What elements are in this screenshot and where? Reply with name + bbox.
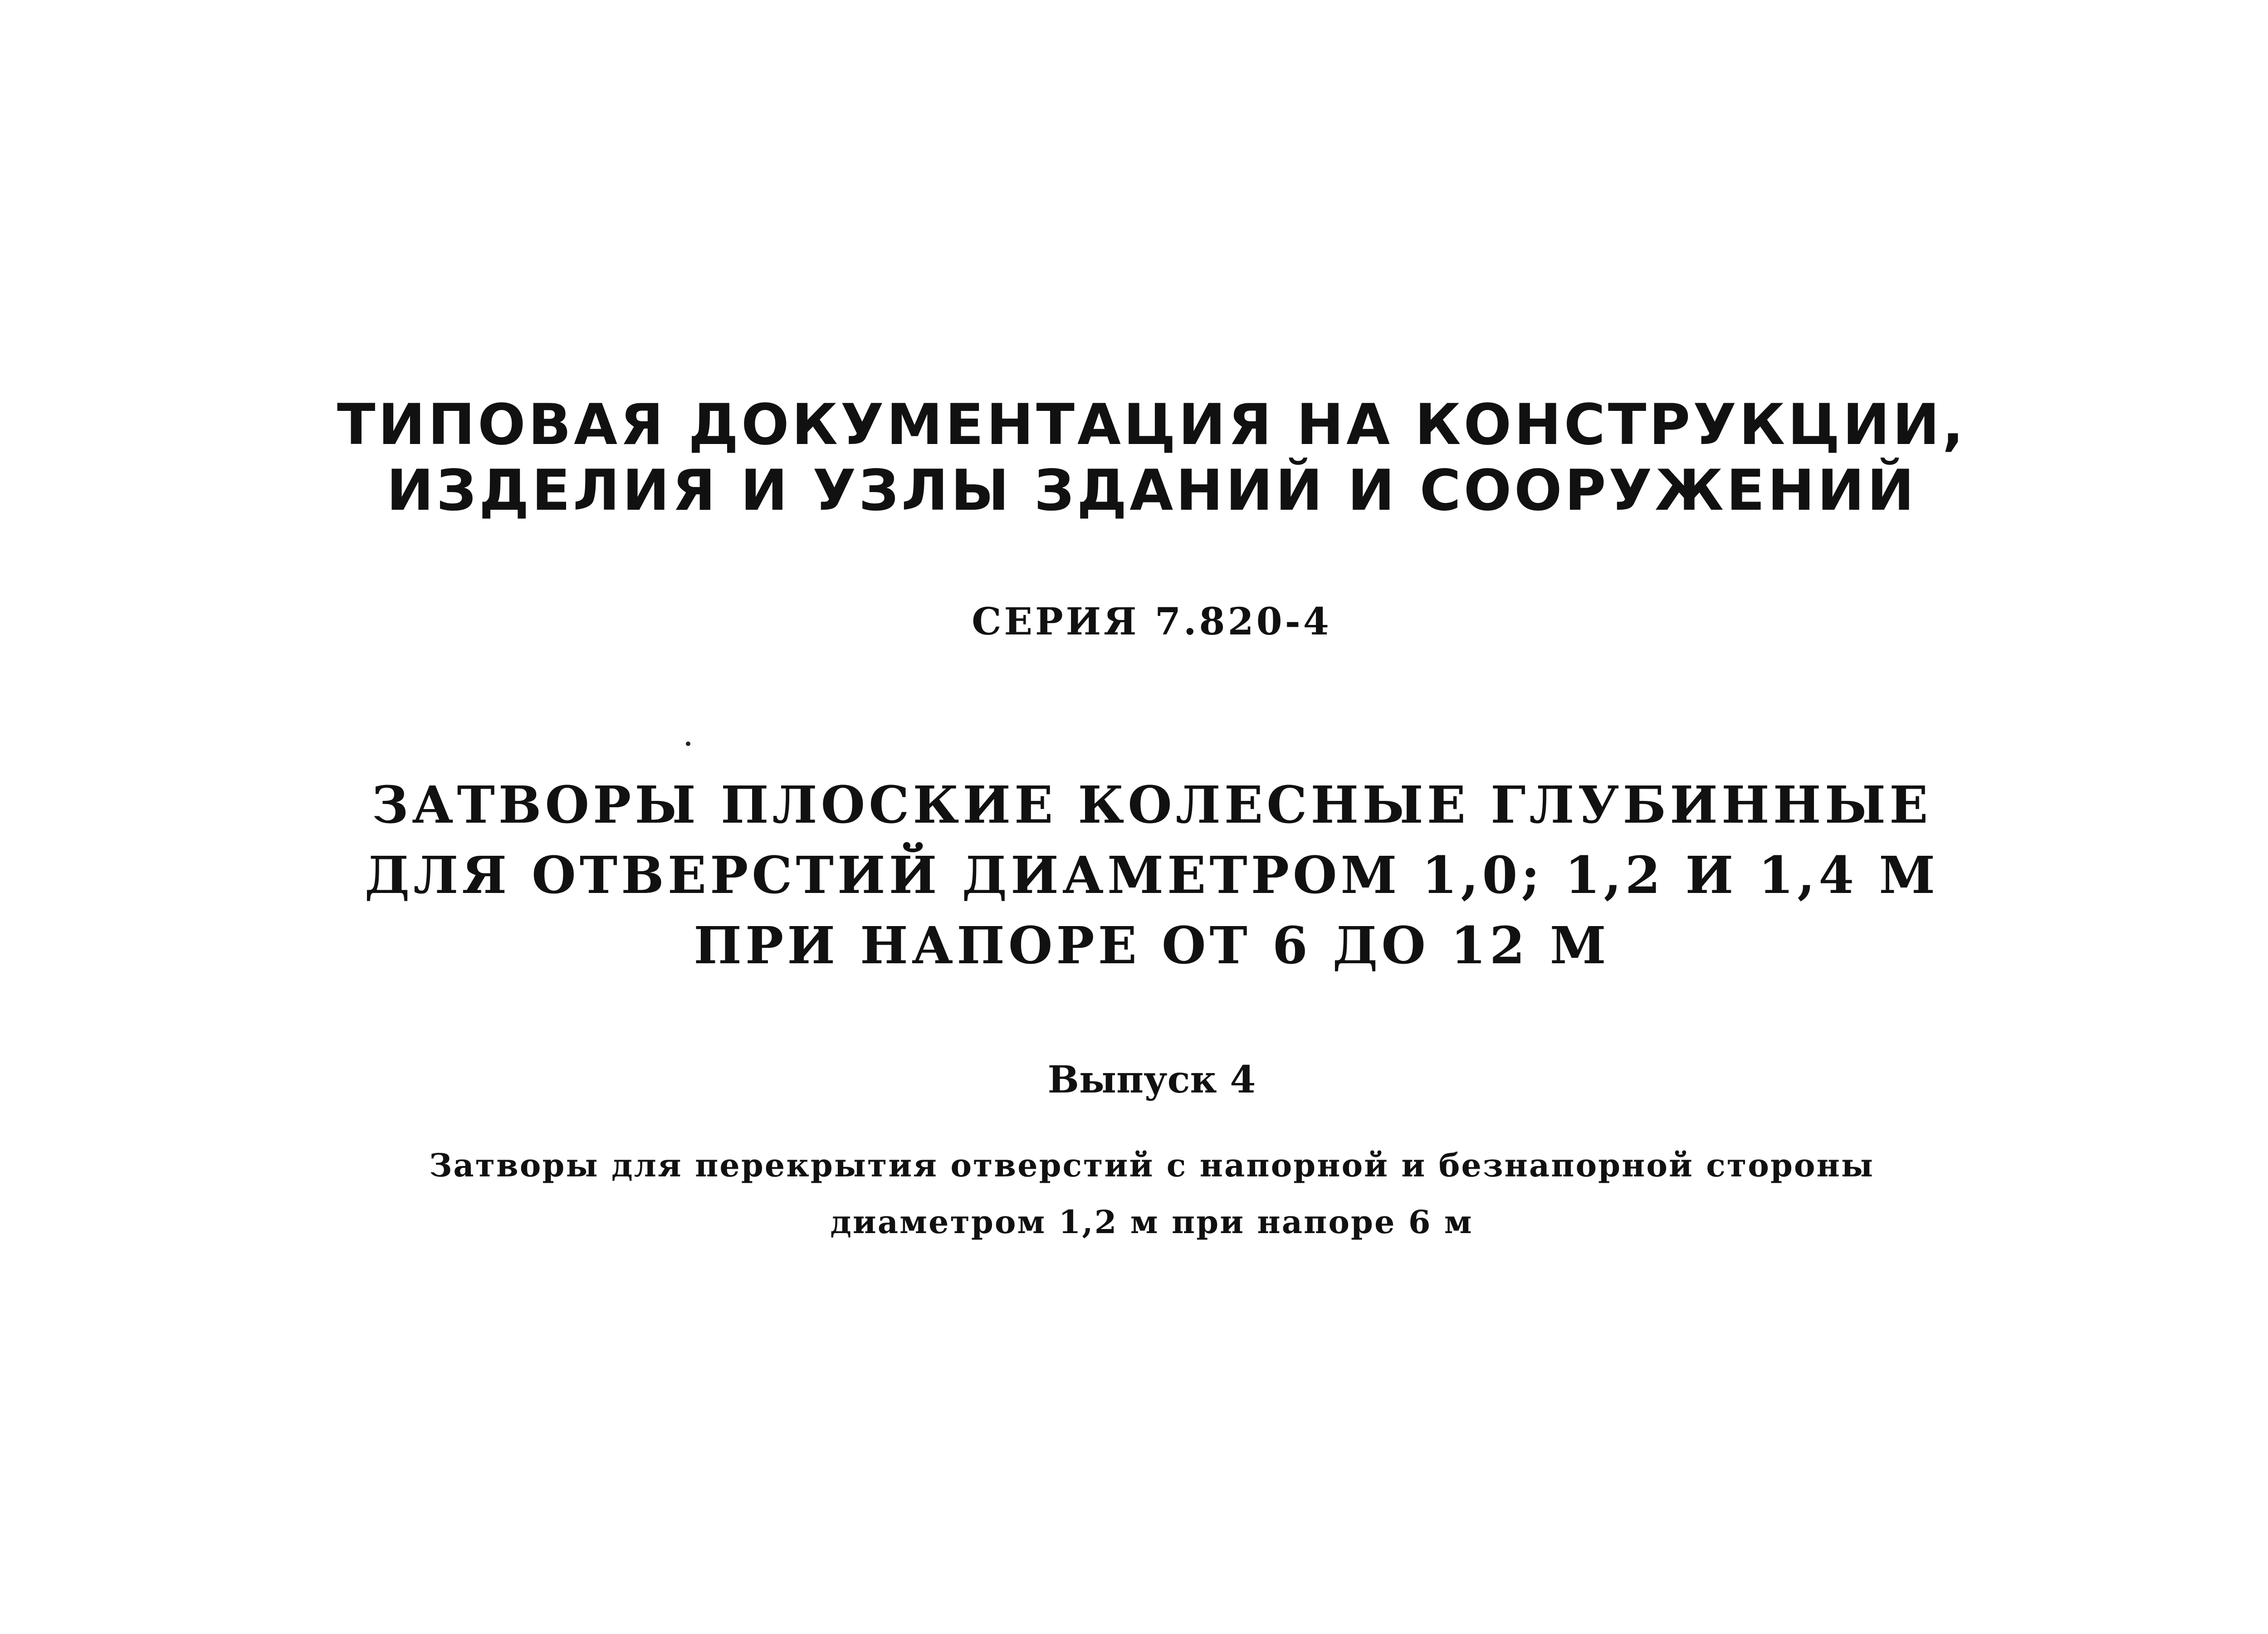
- header-title-line-2: ИЗДЕЛИЯ И УЗЛЫ ЗДАНИЙ И СООРУЖЕНИЙ: [386, 458, 1917, 523]
- subject-line-3: ПРИ НАПОРЕ ОТ 6 ДО 12 М: [694, 916, 1610, 976]
- issue-label: Выпуск 4: [1047, 1058, 1256, 1102]
- description-line-1: Затворы для перекрытия отверстий с напорной и безнапорной стороны: [429, 1146, 1875, 1184]
- description-line-2: диаметром 1,2 м при напоре 6 м: [830, 1203, 1473, 1241]
- header-title-line-1: ТИПОВАЯ ДОКУМЕНТАЦИЯ НА КОНСТРУКЦИИ,: [337, 392, 1966, 458]
- series-number: СЕРИЯ 7.820-4: [972, 600, 1332, 644]
- scan-speck: [686, 741, 690, 746]
- subject-line-2: ДЛЯ ОТВЕРСТИЙ ДИАМЕТРОМ 1,0; 1,2 И 1,4 М: [364, 846, 1939, 905]
- subject-line-1: ЗАТВОРЫ ПЛОСКИЕ КОЛЕСНЫЕ ГЛУБИННЫЕ: [371, 776, 1932, 835]
